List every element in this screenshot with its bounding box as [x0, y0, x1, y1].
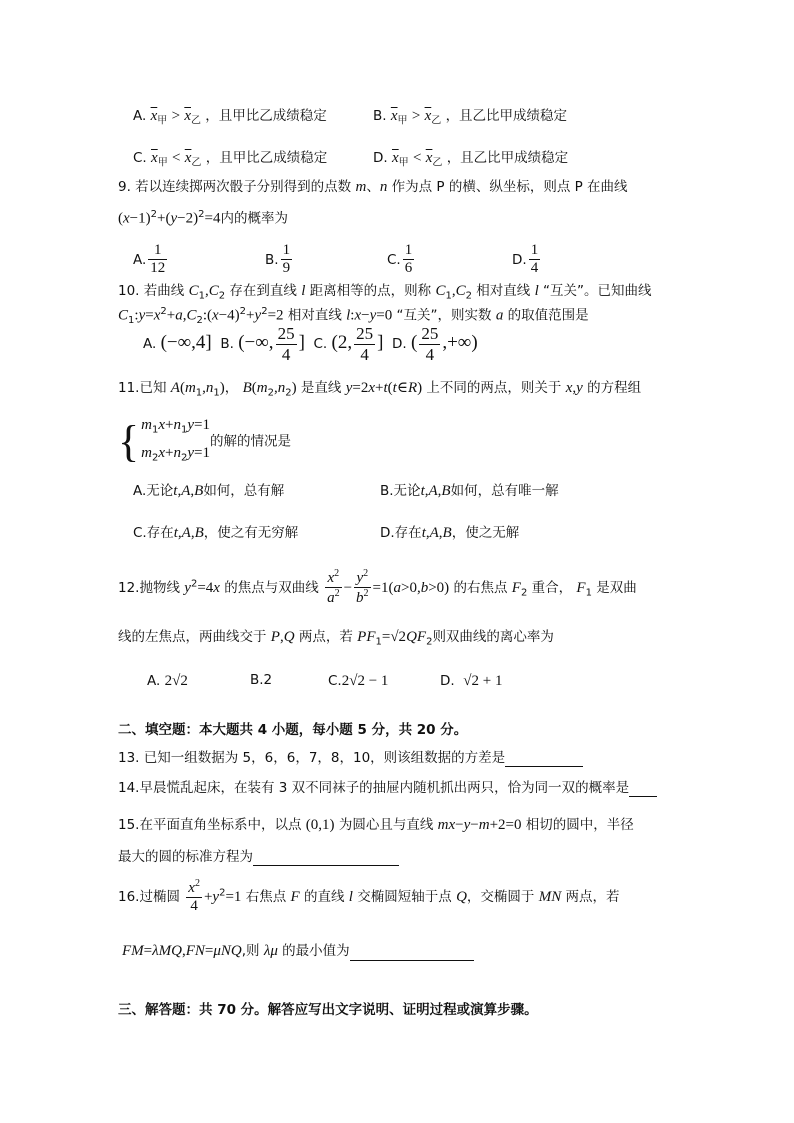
- q11-option-d: D.存在t,A,B，使之无解: [380, 525, 520, 541]
- q15-line1: 15.在平面直角坐标系中，以点 (0,1) 为圆心且与直线 mx−y−m+2=0 相切的圆中，半径: [118, 817, 634, 833]
- sub: 甲: [157, 115, 168, 127]
- fraction: [276, 324, 297, 364]
- option-label: C.: [387, 251, 401, 268]
- q12-line1: 12.抛物线 $y^2=4x$ 的焦点与双曲线 $\frac{x^2}{a^2}$ − $\frac{y^2}{b^2}$ =1(a>0,b>0) 的右焦点 $F_2$ 重合， $F_1$ 是双曲: [118, 568, 637, 607]
- text: ，使之无解: [451, 525, 520, 541]
- answer-blank[interactable]: [253, 851, 399, 866]
- text: 的右焦点: [453, 579, 508, 596]
- text: “互关”。已知曲线: [543, 283, 652, 299]
- q9-line1: [118, 178, 628, 197]
- q8-option-a: A. $\overline{x}_甲 > \overline{x}_乙$ ，且甲比乙成绩稳定: [133, 108, 327, 127]
- option-text: ，且甲比乙成绩稳定: [205, 108, 327, 124]
- math-var: a: [495, 307, 504, 324]
- text: 10. 若曲线: [118, 283, 185, 299]
- text: 12.抛物线: [118, 579, 180, 596]
- answer-blank[interactable]: [350, 946, 474, 961]
- denominator: 12: [150, 260, 166, 277]
- q16-line2: FM=λMQ,FN=μNQ,则 λμ 的最小值为: [122, 942, 474, 961]
- option-text: ，且乙比甲成绩稳定: [446, 150, 569, 166]
- fraction: [281, 242, 293, 278]
- fraction: [529, 242, 541, 278]
- q12-option-b: [250, 672, 272, 689]
- option-label: A.: [133, 251, 147, 268]
- text: ,则: [241, 943, 260, 959]
- text: 15.在平面直角坐标系中，以点: [118, 817, 302, 833]
- q9-line2: $(x-1)^2+(y-2)^2=4$内的概率为: [118, 209, 288, 227]
- q12-line2: 线的左焦点，两曲线交于 P,Q 两点，若 $PF_1=√2QF_2$则双曲线的离心率为: [118, 629, 554, 648]
- q8-option-c: C. $\overline{x}_甲 < \overline{x}_乙$ ，且甲比乙成绩稳定: [133, 150, 328, 169]
- text: 存在到直线: [229, 283, 297, 299]
- numerator: 1: [529, 242, 541, 260]
- option-label: B.: [265, 251, 279, 268]
- option-label: A.: [143, 336, 157, 353]
- text: 相对直线: [287, 307, 342, 324]
- q14: [118, 780, 657, 797]
- q11-option-c: C.存在t,A,B，使之有无穷解: [133, 525, 299, 541]
- math-var: l: [534, 283, 539, 299]
- sub: 甲: [398, 157, 409, 169]
- text: 则双曲线的离心率为: [432, 629, 554, 645]
- numerator: 1: [403, 242, 415, 260]
- option-text: ，且甲比乙成绩稳定: [205, 150, 328, 166]
- fraction: [403, 242, 415, 278]
- text: 两点，若: [565, 888, 620, 905]
- numerator: 25: [356, 324, 374, 343]
- text: 的取值范围是: [507, 307, 589, 324]
- q8-option-d: D. $\overline{x}_甲 < \overline{x}_乙$ ，且乙比甲成绩稳定: [373, 150, 569, 169]
- text: C.存在: [133, 525, 174, 541]
- text: 线的左焦点，两曲线交于: [118, 629, 267, 645]
- text: 、: [366, 179, 380, 195]
- numerator: 1: [281, 242, 293, 260]
- denominator: 4: [530, 260, 539, 277]
- answer-blank[interactable]: [629, 782, 657, 797]
- math-var: n: [379, 179, 388, 195]
- option-label: D.: [440, 673, 455, 689]
- fraction: $\frac{x^2}{a^2}$: [327, 568, 340, 607]
- option-label: B.: [220, 336, 234, 353]
- option-text: ，且乙比甲成绩稳定: [445, 108, 568, 124]
- text: 相切的圆中，半径: [525, 817, 634, 833]
- q9-option-b: [265, 242, 294, 278]
- denominator: 6: [404, 260, 413, 277]
- q11-option-a: A.无论t,A,B如何，总有解: [133, 483, 285, 499]
- q16-line1: 16.过椭圆 $\frac{x^2}{4}$ $+y^2=1$ 右焦点 F 的直线 l 交椭圆短轴于点 Q，交椭圆于 MN 两点，若: [118, 878, 620, 915]
- text: 9. 若以连续掷两次骰子分别得到的点数: [118, 179, 352, 195]
- text: ，使之有无穷解: [203, 525, 299, 541]
- sub: 乙: [191, 115, 201, 127]
- sub: 甲: [397, 115, 408, 127]
- text: 的直线: [304, 888, 345, 905]
- option-label: C.: [133, 150, 147, 166]
- q13: [118, 750, 583, 767]
- q9-option-d: [512, 242, 542, 278]
- q12-option-c: C.2√2 − 1: [328, 673, 389, 689]
- text: 相对直线: [476, 283, 531, 299]
- text: D.存在: [380, 525, 422, 541]
- section-heading-2: 二、填空题：本大题共 4 小题，每小题 5 分，共 20 分。: [118, 722, 468, 738]
- sub: 乙: [432, 157, 443, 169]
- text: 重合，: [531, 579, 573, 596]
- q9-option-a: [133, 242, 169, 278]
- denominator: 9: [282, 260, 291, 277]
- text: B.无论: [380, 483, 421, 499]
- text: 13. 已知一组数据为 5，6，6，7，8，10，则该组数据的方差是: [118, 750, 506, 766]
- q8-option-b: B. $\overline{x}_甲 > \overline{x}_乙$ ，且乙比甲成绩稳定: [373, 108, 568, 127]
- text: 交椭圆短轴于点: [357, 888, 452, 905]
- text: 是直线: [300, 380, 342, 396]
- answer-blank[interactable]: [505, 752, 583, 767]
- q15-line2: [118, 849, 399, 866]
- text: 14.早晨慌乱起床，在装有 3 双不同袜子的抽屉内随机抓出两只，恰为同一双的概率是: [118, 780, 630, 796]
- option-label: B.2: [250, 672, 273, 688]
- text: 最大的圆的标准方程为: [118, 849, 253, 865]
- option-label: B.: [373, 108, 387, 124]
- option-label: A.: [133, 108, 147, 124]
- q10-options: A. (−∞,4] B. (−∞, $\frac{25}{4}$ ] C. (2, $\frac{25}{4}$ ] D. ( $\frac{25}{4}$ ,+∞): [143, 324, 478, 364]
- text: 上不同的两点，则关于: [426, 380, 562, 396]
- q10-line1: 10. 若曲线 $C_1,C_2$ 存在到直线 l 距离相等的点，则称 $C_1,C_2$ 相对直线 l “互关”。已知曲线: [118, 283, 652, 302]
- option-label: D.: [512, 251, 527, 268]
- sub: 甲: [157, 157, 168, 169]
- text: 右焦点: [245, 888, 287, 905]
- numerator: 25: [421, 324, 439, 343]
- denominator: 4: [360, 344, 369, 364]
- text: 是双曲: [596, 579, 637, 596]
- sub: 乙: [191, 157, 202, 169]
- fraction: [148, 242, 167, 278]
- section-heading-3: 三、解答题：共 70 分。解答应写出文字说明、证明过程或演算步骤。: [118, 1002, 538, 1018]
- option-label: D.: [373, 150, 388, 166]
- denominator: 4: [281, 344, 291, 364]
- equation-system: $m_1x+n_1y=1$ $m_2x+n_2y=1$: [141, 417, 210, 464]
- fraction: $\frac{y^2}{b^2}$: [356, 568, 369, 607]
- text: 两点，若: [298, 629, 353, 645]
- text: 为圆心且与直线: [338, 817, 434, 833]
- numerator: 1: [148, 242, 167, 260]
- denominator: 4: [425, 344, 435, 364]
- numerator: 25: [277, 324, 295, 343]
- fraction: $\frac{x^2}{4}$: [188, 878, 200, 915]
- text: 11.已知: [118, 380, 167, 396]
- text: 作为点 P 的横、纵坐标，则点 P 在曲线: [391, 179, 628, 195]
- text: 的方程组: [587, 380, 642, 396]
- text: ，交椭圆于: [466, 888, 535, 905]
- text: 的焦点与双曲线: [224, 579, 319, 596]
- text: 的解的情况是: [210, 433, 291, 450]
- fraction: [354, 324, 375, 364]
- text: 如何，总有唯一解: [450, 483, 559, 499]
- text: 的最小值为: [282, 943, 350, 959]
- text: A.无论: [133, 483, 174, 499]
- text: 距离相等的点，则称: [309, 283, 432, 299]
- q11-line2: { $m_1x+n_1y=1$ $m_2x+n_2y=1$ 的解的情况是: [118, 414, 291, 469]
- math-var: m: [355, 179, 367, 195]
- option-label: C.: [313, 336, 328, 353]
- q11-option-b: B.无论t,A,B如何，总有唯一解: [380, 483, 559, 499]
- q10-line2: $C_1:y=x^2+a,C_2:(x-4)^2+y^2=2$ 相对直线 l:x−y=0 “互关”，则实数 a 的取值范围是: [118, 306, 589, 327]
- text: ，: [224, 380, 239, 396]
- text: 内的概率为: [220, 210, 288, 227]
- q11-line1: 11.已知 $A(m_1,n_1)$， $B(m_2,n_2)$ 是直线 y=2x+t(t∈R) 上不同的两点，则关于 x,y 的方程组: [118, 380, 642, 399]
- q9-option-c: [387, 242, 416, 278]
- option-label: D.: [392, 336, 407, 353]
- math-var: l: [301, 283, 306, 299]
- sub: 乙: [431, 115, 442, 127]
- q12-option-d: D. √2 + 1: [440, 673, 503, 689]
- q12-option-a: A. 2√2: [147, 673, 188, 689]
- text: “互关”，则实数: [396, 307, 492, 324]
- option-label: C.: [328, 673, 342, 689]
- option-label: A.: [147, 673, 161, 689]
- text: 16.过椭圆: [118, 888, 180, 905]
- text: 如何，总有解: [203, 483, 285, 499]
- fraction: [419, 324, 440, 364]
